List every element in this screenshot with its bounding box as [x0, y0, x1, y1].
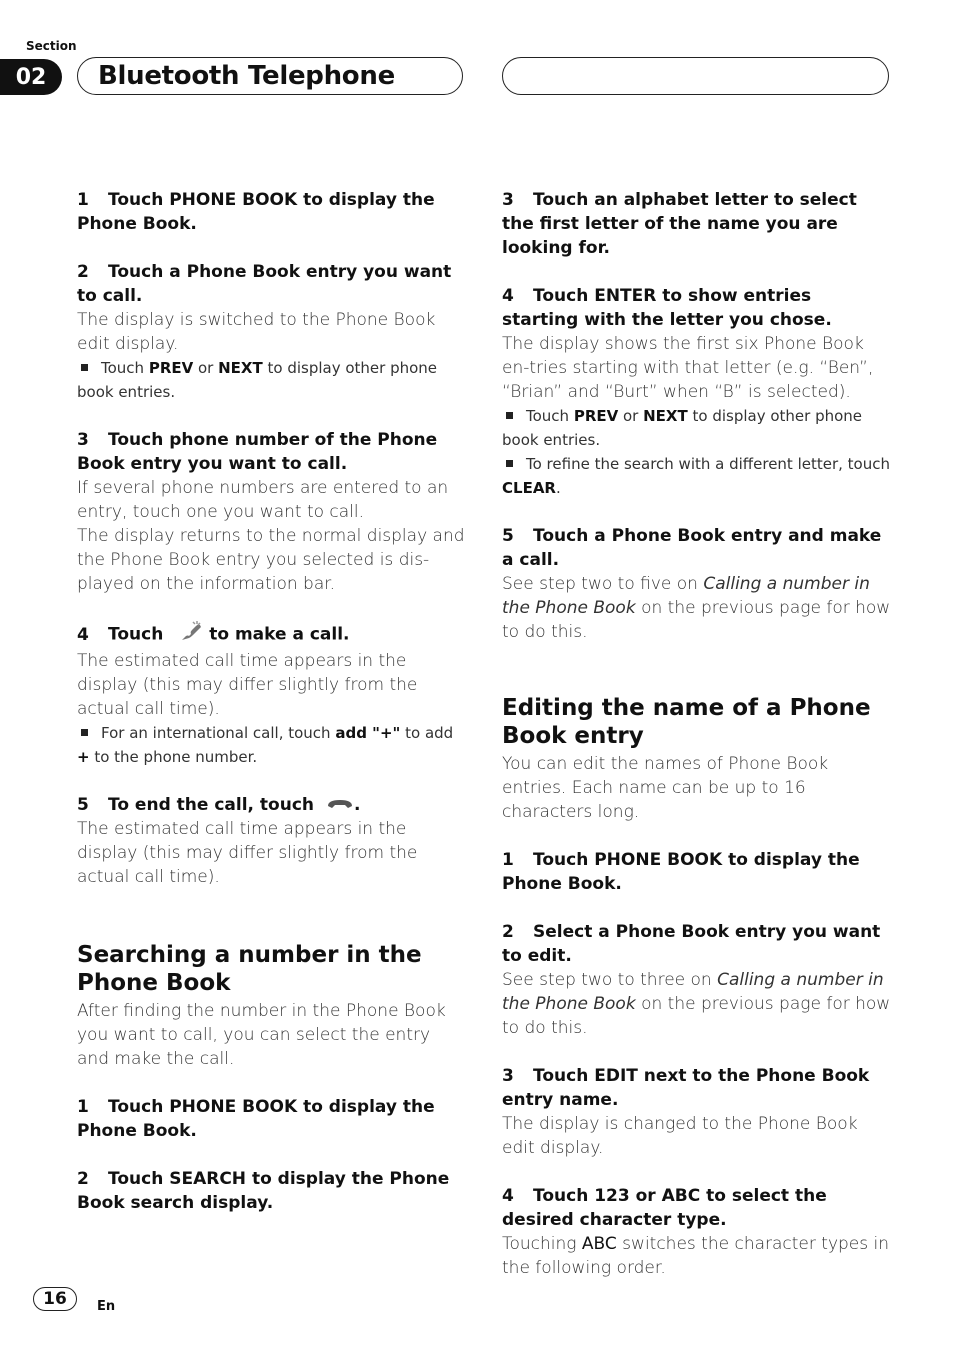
chapter-title-box	[77, 57, 463, 95]
section-number: 02	[0, 59, 62, 95]
step-heading: 4 Touch ENTER to show entries starting with the letter you chose.	[502, 286, 832, 330]
step-heading: 5 Touch a Phone Book entry and make a call.	[502, 526, 882, 570]
step-body: The display returns to the normal display and the Phone Book entry you selected is dis-played on the information bar.	[77, 526, 465, 594]
bullet-square-icon	[506, 460, 513, 467]
left-column	[77, 188, 467, 1215]
section-heading: Searching a number in the Phone Book	[77, 942, 422, 996]
phone-end-icon	[326, 793, 354, 817]
phone-call-icon	[179, 620, 203, 649]
language-code: En	[97, 1299, 116, 1314]
note: Touch PREV or NEXT to display other phone book entries.	[77, 359, 438, 401]
step-heading: 3 Touch phone number of the Phone Book entry you want to call.	[77, 430, 438, 474]
step-body: See step two to three on Calling a number in the Phone Book on the previous page for how to do this.	[502, 970, 891, 1038]
step-heading: 2 Touch SEARCH to display the Phone Book search display.	[77, 1169, 450, 1213]
step-heading: 3 Touch EDIT next to the Phone Book entry name.	[502, 1066, 870, 1110]
step-body: The estimated call time appears in the display (this may differ slightly from the actual call time).	[77, 651, 418, 719]
right-column	[502, 188, 892, 1280]
page-number: 16	[33, 1287, 77, 1311]
step-body: If several phone numbers are entered to an entry, touch one you want to call.	[77, 478, 449, 522]
note: Touch PREV or NEXT to display other phone book entries.	[502, 407, 863, 449]
step-body: The display shows the first six Phone Book en-tries starting with that letter (e.g. “Ben”, “Brian” and “Burt” when “B” is selected).	[502, 334, 874, 402]
section-body: After finding the number in the Phone Book you want to call, you can select the entry and make the call.	[77, 1001, 446, 1069]
step-body: The display is changed to the Phone Book edit display.	[502, 1114, 858, 1158]
step-heading: 4 Touch 123 or ABC to select the desired character type.	[502, 1186, 827, 1230]
step-heading: 1 Touch PHONE BOOK to display the Phone Book.	[77, 190, 435, 234]
step-heading: 4 Touch to make a call.	[77, 620, 467, 649]
header-blank-box	[502, 57, 889, 95]
bullet-square-icon	[81, 729, 88, 736]
step-heading: 5 To end the call, touch .	[77, 795, 361, 815]
step-body: See step two to five on Calling a number in the Phone Book on the previous page for how to do this.	[502, 574, 891, 642]
step-body: The display is switched to the Phone Book edit display.	[77, 310, 436, 354]
step-body: Touching ABC switches the character types in the following order.	[502, 1234, 890, 1278]
section-heading: Editing the name of a Phone Book entry	[502, 695, 871, 749]
section-body: You can edit the names of Phone Book entries. Each name can be up to 16 characters long.	[502, 754, 829, 822]
step-heading: 2 Select a Phone Book entry you want to edit.	[502, 922, 881, 966]
step-body: The estimated call time appears in the display (this may differ slightly from the actual call time).	[77, 819, 418, 887]
bullet-square-icon	[506, 412, 513, 419]
chapter-title: Bluetooth Telephone	[98, 61, 395, 91]
step-heading: 1 Touch PHONE BOOK to display the Phone Book.	[502, 850, 860, 894]
section-label: Section	[26, 39, 77, 53]
note: To refine the search with a different letter, touch CLEAR.	[502, 455, 890, 497]
step-heading: 2 Touch a Phone Book entry you want to call.	[77, 262, 452, 306]
step-heading: 1 Touch PHONE BOOK to display the Phone Book.	[77, 1097, 435, 1141]
step-heading: 3 Touch an alphabet letter to select the first letter of the name you are looking for.	[502, 190, 857, 258]
bullet-square-icon	[81, 364, 88, 371]
note: For an international call, touch add "+" to add + to the phone number.	[77, 724, 454, 766]
